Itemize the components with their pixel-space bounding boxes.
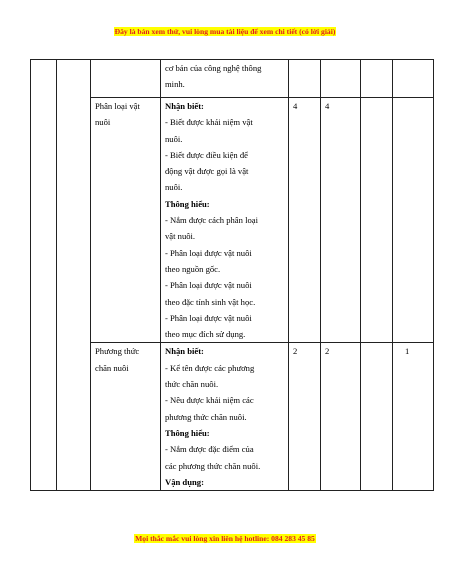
preview-notice-text: Đây là bản xem thử, vui lòng mua tài liệu để xem chi tiết (có lời giải) xyxy=(114,27,336,36)
level-heading: Vận dụng: xyxy=(165,476,204,487)
topic-line: nuôi xyxy=(95,117,111,128)
requirement-line: nuôi. xyxy=(165,182,183,193)
requirement-line: cơ bản của công nghệ thông xyxy=(165,63,262,73)
table-cell xyxy=(91,60,161,98)
table-cell xyxy=(289,60,321,98)
requirement-line: các phương thức chăn nuôi. xyxy=(165,460,261,471)
question-count-cell xyxy=(361,343,393,491)
question-count-cell: 2 xyxy=(289,343,321,491)
requirement-line: - Nắm được cách phân loại xyxy=(165,215,258,226)
table-cell xyxy=(361,60,393,98)
requirement-line: phương thức chăn nuôi. xyxy=(165,411,247,422)
topic-line: Phương thức xyxy=(95,346,140,357)
requirement-line: - Phân loại được vật nuôi xyxy=(165,280,252,291)
requirement-line: nuôi. xyxy=(165,133,183,144)
level-heading: Nhận biết: xyxy=(165,346,204,357)
topic-line: Phân loại vật xyxy=(95,101,140,111)
hotline-banner xyxy=(0,534,450,543)
topic-line: chăn nuôi xyxy=(95,362,129,373)
requirement-line: - Biết được điều kiện để xyxy=(165,149,248,160)
table-cell xyxy=(57,60,91,491)
topic-cell xyxy=(91,98,161,343)
specification-table xyxy=(30,59,434,491)
table-row xyxy=(31,60,434,98)
requirement-line: - Nắm được đặc điểm của xyxy=(165,444,254,455)
topic-cell xyxy=(91,343,161,491)
requirement-line: theo mục đích sử dụng. xyxy=(165,329,246,340)
requirement-line: - Nêu được khái niệm các xyxy=(165,395,254,406)
question-count-cell xyxy=(361,98,393,343)
requirement-cell xyxy=(161,60,289,98)
table-cell xyxy=(31,60,57,491)
requirement-line: vật nuôi. xyxy=(165,231,196,242)
hotline-text: Mọi thắc mắc vui lòng xin liên hệ hotline: 084 283 45 85 xyxy=(135,534,315,543)
question-count-cell: 4 xyxy=(321,98,361,343)
requirement-line: thức chăn nuôi. xyxy=(165,379,219,390)
question-count-cell: 4 xyxy=(289,98,321,343)
table-row xyxy=(31,98,434,343)
requirement-line: - Biết được khái niệm vật xyxy=(165,117,253,128)
requirement-line: - Kể tên được các phương xyxy=(165,362,255,373)
table-cell xyxy=(393,60,434,98)
requirement-cell xyxy=(161,98,289,343)
question-count-cell: 1 xyxy=(393,343,434,491)
requirement-line: - Phân loại được vật nuôi xyxy=(165,312,252,323)
requirement-line: minh. xyxy=(165,79,185,90)
level-heading: Thông hiểu: xyxy=(165,198,210,209)
question-count-cell xyxy=(393,98,434,343)
requirement-line: theo nguồn gốc. xyxy=(165,263,221,274)
table-cell xyxy=(321,60,361,98)
preview-notice-banner xyxy=(0,27,450,36)
requirement-line: theo đặc tính sinh vật học. xyxy=(165,296,256,307)
level-heading: Nhận biết: xyxy=(165,101,204,111)
question-count-cell: 2 xyxy=(321,343,361,491)
table-row xyxy=(31,343,434,491)
requirement-cell xyxy=(161,343,289,491)
requirement-line: động vật được gọi là vật xyxy=(165,166,249,177)
requirement-line: - Phân loại được vật nuôi xyxy=(165,247,252,258)
level-heading: Thông hiểu: xyxy=(165,427,210,438)
